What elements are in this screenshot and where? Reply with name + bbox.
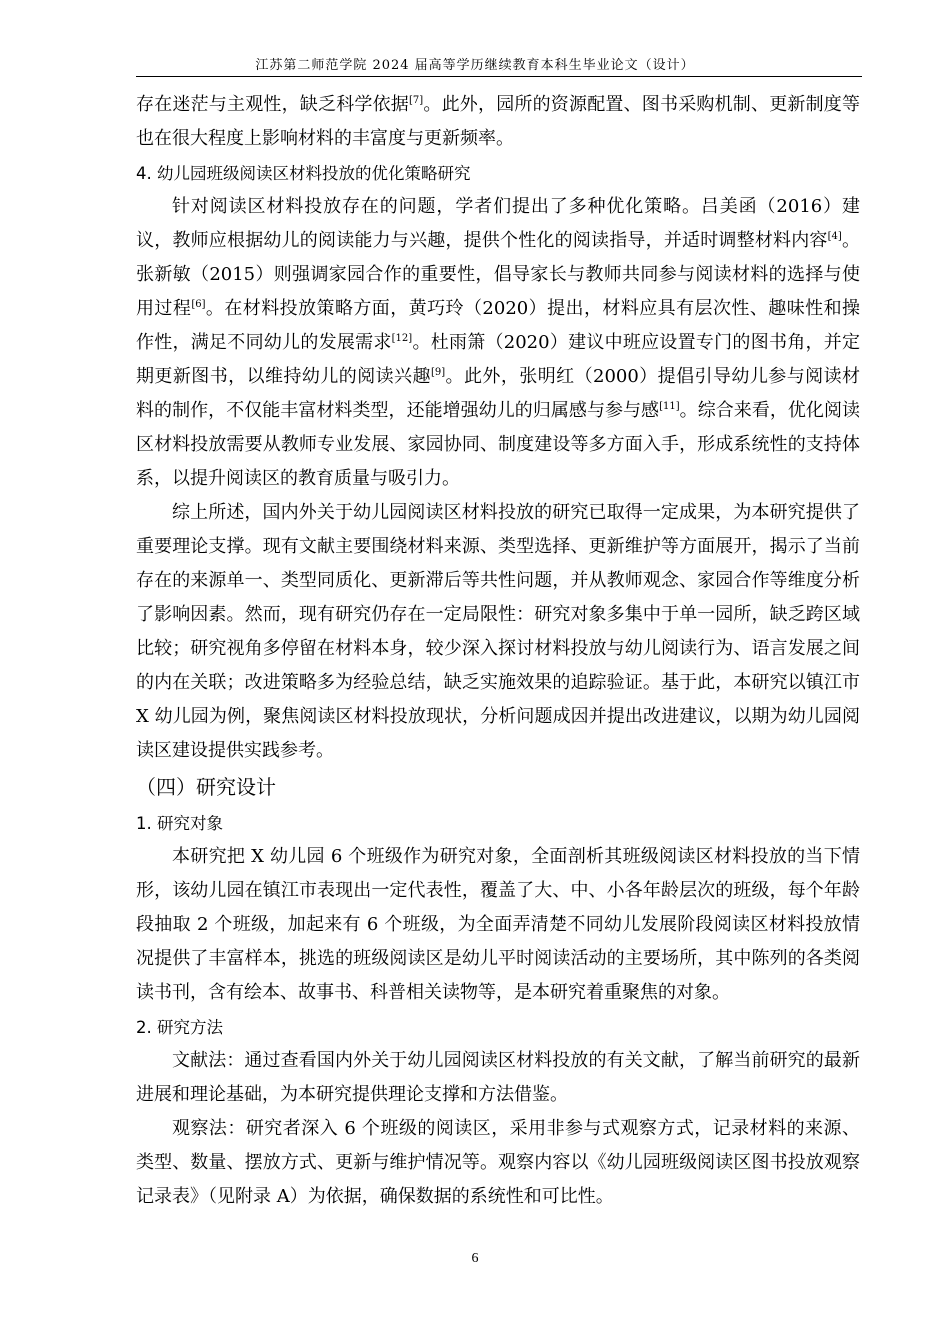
citation-ref: [9]: [430, 367, 446, 378]
paragraph-text: 。综合来看，优化阅读区材料投放需要从教师专业发展、家园协同、制度建设等多方面入手，形成系统性的支持体系，以提升阅读区的教育质量与吸引力。: [136, 400, 861, 489]
section-title: 研究设计: [196, 775, 276, 799]
page-body: [136, 88, 860, 1214]
paragraph-text: 。在材料投放策略方面，黄巧玲（2020）提出，材料应具有层次性、趣味性和操作性，满足不同幼儿的发展需求: [136, 298, 861, 353]
citation-ref: [11]: [659, 401, 680, 412]
paragraph-text: 存在迷茫与主观性，缺乏科学依据: [136, 94, 410, 115]
header-rule: [136, 76, 862, 77]
page-number: 6: [471, 1251, 479, 1266]
running-header: 江苏第二师范学院 2024 届高等学历继续教育本科生毕业论文（设计）: [255, 58, 695, 73]
paragraph-text: 。此外，园所的资源配置、图书采购机制、更新制度等也在很大程度上影响材料的丰富度与更新频率。: [136, 94, 861, 149]
subsection-heading-optimization: 4. 幼儿园班级阅读区材料投放的优化策略研究: [136, 164, 471, 183]
paragraph-continuation: [136, 88, 860, 156]
paragraph-literature-method: 文献法：通过查看国内外关于幼儿园阅读区材料投放的有关文献，了解当前研究的最新进展和理论基础，为本研究提供理论支撑和方法借鉴。: [136, 1050, 860, 1105]
citation-ref: [4]: [827, 231, 842, 242]
paragraph-text: 。此外，张明红（2000）提倡引导幼儿参与阅读材料的制作，不仅能丰富材料类型，还能增强幼儿的归属感与参与感: [136, 366, 861, 421]
paragraph-text: 。张新敏（2015）则强调家园合作的重要性，倡导家长与教师共同参与阅读材料的选择与使用过程: [136, 230, 860, 319]
paragraph-text: 针对阅读区材料投放存在的问题，学者们提出了多种优化策略。吕美函（2016）建议，教师应根据幼儿的阅读能力与兴趣，提供个性化的阅读指导，并适时调整材料内容: [136, 196, 860, 251]
paragraph-strategies: [136, 190, 860, 496]
citation-ref: [12]: [391, 333, 413, 344]
paragraph-summary: 综上所述，国内外关于幼儿园阅读区材料投放的研究已取得一定成果，为本研究提供了重要理论支撑。现有文献主要围绕材料来源、类型选择、更新维护等方面展开，揭示了当前存在的来源单一、类型同质化、更新滞后等共性问题，并从教师观念、家园合作等维度分析了影响因素。然而，现有研究仍存在一定局限性：研究对象多集中于单一园所，缺乏跨区域比较；研究视角多停留在材料本身，较少深入探讨材料投放与幼儿阅读行为、语言发展之间的内在关联；改进策略多为经验总结，缺乏实施效果的追踪验证。基于此，本研究以镇江市 X 幼儿园为例，聚焦阅读区材料投放现状，分析问题成因并提出改进建议，以期为幼儿园阅读区建设提供实践参考。: [136, 502, 860, 761]
paragraph-observation-method: 观察法：研究者深入 6 个班级的阅读区，采用非参与式观察方式，记录材料的来源、类型、数量、摆放方式、更新与维护情况等。观察内容以《幼儿园班级阅读区图书投放观察记录表》（见附录 A）为依据，确保数据的系统性和可比性。: [136, 1118, 860, 1207]
section-number: （四）: [136, 775, 196, 799]
section-heading-research-design: [136, 768, 860, 806]
citation-ref: [7]: [409, 95, 424, 106]
subsection-heading-subjects: 1. 研究对象: [136, 814, 223, 833]
paragraph-text: 。杜雨箫（2020）建议中班应设置专门的图书角，并定期更新图书，以维持幼儿的阅读兴趣: [136, 332, 860, 387]
subsection-heading-methods: 2. 研究方法: [136, 1018, 223, 1037]
citation-ref: [6]: [191, 299, 206, 310]
paragraph-subjects: 本研究把 X 幼儿园 6 个班级作为研究对象，全面剖析其班级阅读区材料投放的当下情形，该幼儿园在镇江市表现出一定代表性，覆盖了大、中、小各年龄层次的班级，每个年龄段抽取 2 个班级，加起来有 6 个班级，为全面弄清楚不同幼儿发展阶段阅读区材料投放情况提供了丰富样本，挑选的班级阅读区是幼儿平时阅读活动的主要场所，其中陈列的各类阅读书刊，含有绘本、故事书、科普相关读物等，是本研究着重聚焦的对象。: [136, 846, 860, 1003]
